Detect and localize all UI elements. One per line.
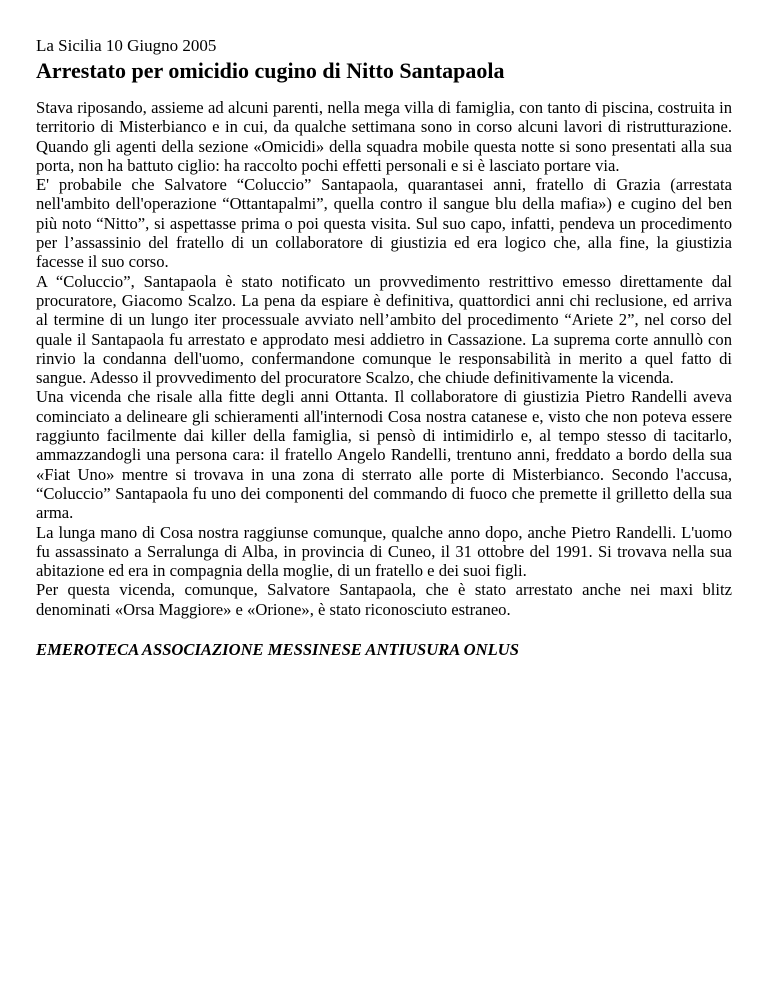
article-paragraph: E' probabile che Salvatore “Coluccio” Santapaola, quarantasei anni, fratello di Grazia (arrestata nell'ambito dell'operazione “Ottantapalmi”, quella contro il sangue blu della mafia») e cugino del ben più noto “Nitto”, si aspettasse prima o poi questa visita. Sul suo capo, infatti, pendeva un procedimento per l’assassinio del fratello di un collaboratore di giustizia ed era logico che, alla fine, la giustizia facesse il suo corso. — [36, 175, 732, 272]
article-paragraph: La lunga mano di Cosa nostra raggiunse comunque, qualche anno dopo, anche Pietro Randelli. L'uomo fu assassinato a Serralunga di Alba, in provincia di Cuneo, il 31 ottobre del 1991. Si trovava nella sua abitazione ed era in compagnia della moglie, di un fratello e dei suoi figli. — [36, 522, 732, 581]
document-page — [36, 36, 732, 660]
article-paragraph: A “Coluccio”, Santapaola è stato notificato un provvedimento restrittivo emesso direttamente dal procuratore, Giacomo Scalzo. La pena da espiare è definitiva, quattordici anni chi reclusione, ed arriva al termine di un lungo iter processuale avviato nell’ambito del procedimento “Ariete 2”, nel corso del quale il Santapaola fu arrestato e approdato mesi addietro in Cassazione. La suprema corte annullò con rinvio la condanna dell'uomo, confermandone comunque le responsabilità in merito a quel fatto di sangue. Adesso il provvedimento del procuratore Scalzo, che chiude definitivamente la vicenda. — [36, 271, 732, 388]
article-paragraph: Una vicenda che risale alla fitte degli anni Ottanta. Il collaboratore di giustizia Pietro Randelli aveva cominciato a delineare gli schieramenti all'internodi Cosa nostra catanese e, visto che non poteva essere raggiunto facilmente dai killer della famiglia, si pensò di intimidirlo e, al tempo stesso di tacitarlo, ammazzandogli una persona cara: il fratello Angelo Randelli, trentuno anni, freddato a bordo della sua «Fiat Uno» mentre si trovava in una zona di sterrato alle porte di Misterbianco. Secondo l'accusa, “Coluccio” Santapaola fu uno dei componenti del commando di fuoco che premette il grilletto della sua arma. — [36, 387, 732, 523]
article-body — [36, 98, 732, 619]
article-title: Arrestato per omicidio cugino di Nitto Santapaola — [36, 58, 505, 83]
newspaper-source-line: La Sicilia 10 Giugno 2005 — [36, 36, 217, 55]
article-paragraph: Stava riposando, assieme ad alcuni parenti, nella mega villa di famiglia, con tanto di piscina, costruita in territorio di Misterbianco e in cui, da qualche settimana sono in corso alcuni lavori di ristrutturazione. Quando gli agenti della sezione «Omicidi» della squadra mobile questa notte si sono presentati alla sua porta, non ha battuto ciglio: ha raccolto pochi effetti personali e si è lasciato portare via. — [36, 98, 732, 175]
article-paragraph: Per questa vicenda, comunque, Salvatore Santapaola, che è stato arrestato anche nei maxi blitz denominati «Orsa Maggiore» e «Orione», è stato riconosciuto estraneo. — [36, 580, 732, 619]
archive-credit: EMEROTECA ASSOCIAZIONE MESSINESE ANTIUSURA ONLUS — [36, 640, 519, 660]
